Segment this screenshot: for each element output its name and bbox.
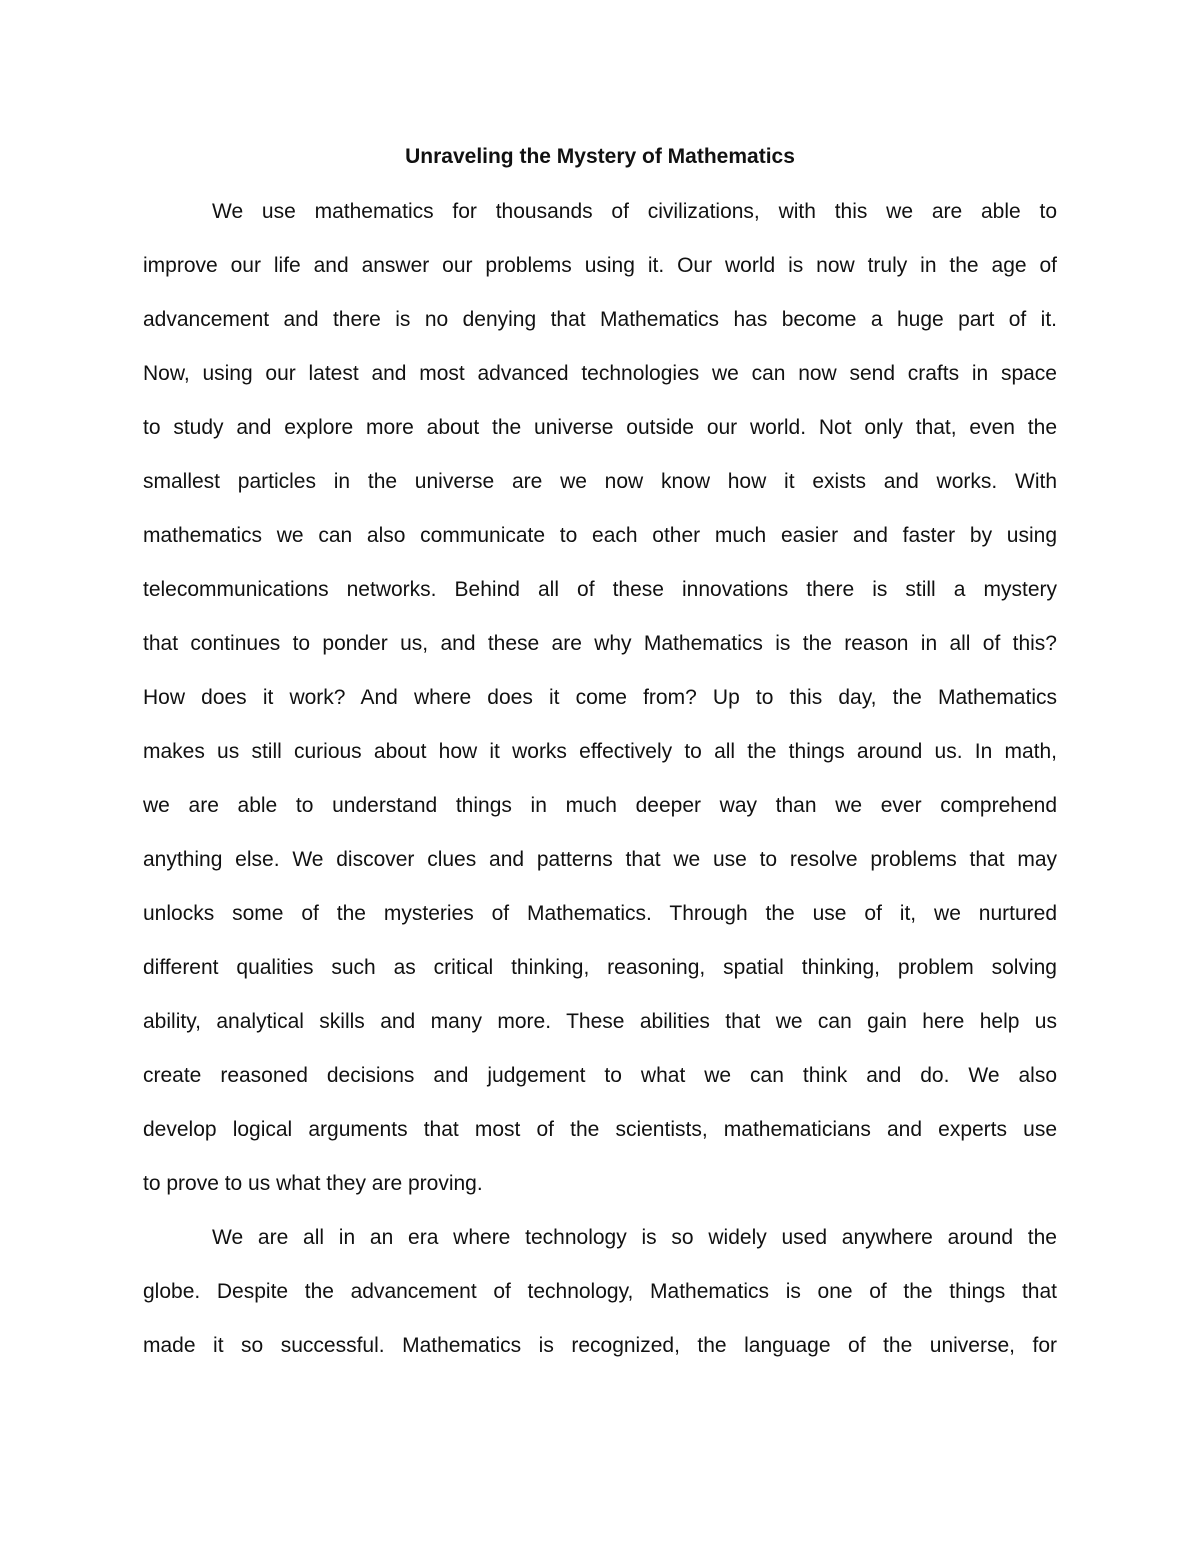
paragraph-2-line-2: globe. Despite the advancement of technology, Mathematics is one of the things that [143, 1280, 1057, 1303]
paragraph-2-line-3: made it so successful. Mathematics is recognized, the language of the universe, for [143, 1334, 1057, 1357]
paragraph-1-line-15: different qualities such as critical thinking, reasoning, spatial thinking, problem solving [143, 956, 1057, 979]
paragraph-1-line-2: improve our life and answer our problems using it. Our world is now truly in the age of [143, 254, 1057, 277]
paragraph-1-line-18: develop logical arguments that most of the scientists, mathematicians and experts use [143, 1118, 1057, 1141]
paragraph-1-line-19: to prove to us what they are proving. [143, 1172, 483, 1195]
paragraph-1-line-8: telecommunications networks. Behind all of these innovations there is still a mystery [143, 578, 1057, 601]
paragraph-1-line-4: Now, using our latest and most advanced technologies we can now send crafts in space [143, 362, 1057, 385]
document-body [143, 185, 1057, 1373]
paragraph-1-line-14: unlocks some of the mysteries of Mathematics. Through the use of it, we nurtured [143, 902, 1057, 925]
paragraph-1-line-3: advancement and there is no denying that Mathematics has become a huge part of it. [143, 308, 1057, 331]
paragraph-1-line-10: How does it work? And where does it come from? Up to this day, the Mathematics [143, 686, 1057, 709]
paragraph-1-line-6: smallest particles in the universe are we now know how it exists and works. With [143, 470, 1057, 493]
paragraph-1-line-5: to study and explore more about the universe outside our world. Not only that, even the [143, 416, 1057, 439]
paragraph-2-line-1: We are all in an era where technology is so widely used anywhere around the [212, 1226, 1057, 1249]
paragraph-1-line-16: ability, analytical skills and many more. These abilities that we can gain here help us [143, 1010, 1057, 1033]
paragraph-1-line-17: create reasoned decisions and judgement to what we can think and do. We also [143, 1064, 1057, 1087]
paragraph-1-line-13: anything else. We discover clues and patterns that we use to resolve problems that may [143, 848, 1057, 871]
document-title: Unraveling the Mystery of Mathematics [405, 145, 795, 168]
paragraph-1-line-11: makes us still curious about how it works effectively to all the things around us. In math, [143, 740, 1057, 763]
paragraph-1-line-1: We use mathematics for thousands of civilizations, with this we are able to [212, 200, 1057, 223]
paragraph-1-line-12: we are able to understand things in much deeper way than we ever comprehend [143, 794, 1057, 817]
paragraph-1-line-9: that continues to ponder us, and these are why Mathematics is the reason in all of this? [143, 632, 1057, 655]
paragraph-1-line-7: mathematics we can also communicate to each other much easier and faster by using [143, 524, 1057, 547]
